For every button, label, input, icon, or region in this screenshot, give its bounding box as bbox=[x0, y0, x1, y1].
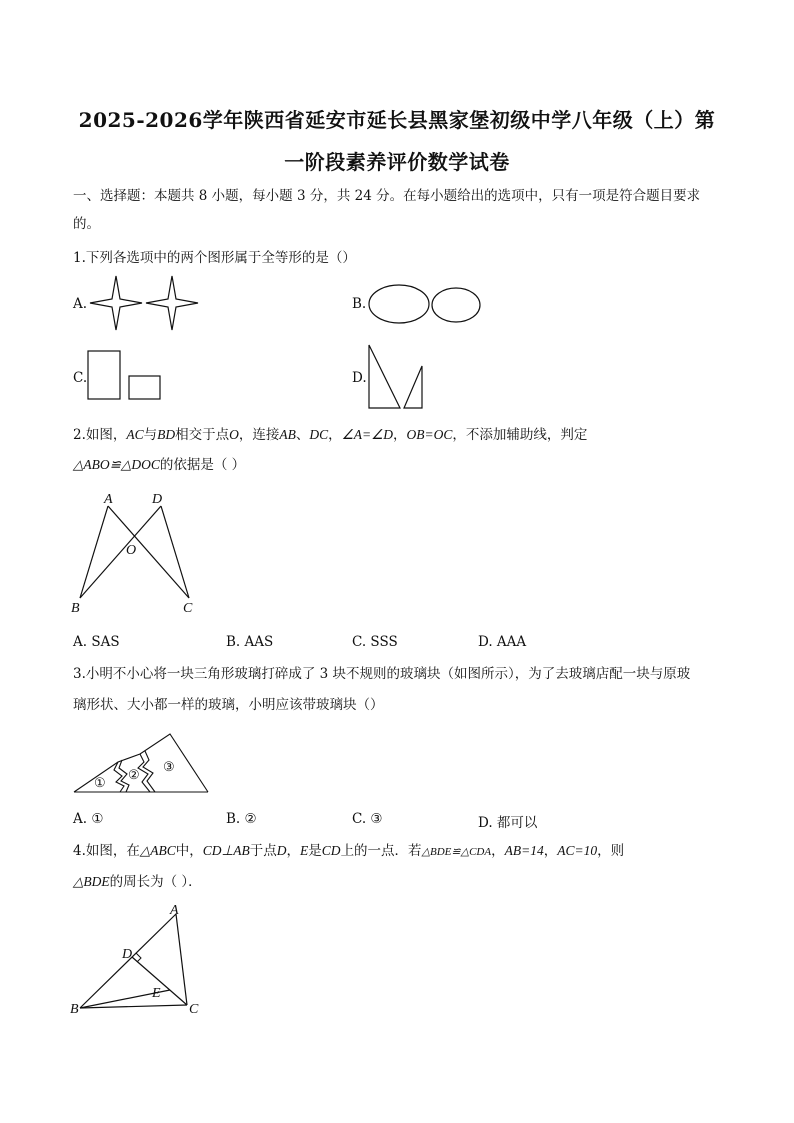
label-a: A bbox=[170, 903, 179, 918]
q3-option-c: C. ③ bbox=[352, 811, 383, 827]
section-instructions-line-2: 的。 bbox=[73, 216, 100, 232]
q2-option-d: D. AAA bbox=[478, 634, 527, 650]
piece-3-label: ③ bbox=[163, 759, 175, 774]
q1-option-c-label: C. bbox=[73, 370, 88, 386]
label-d: D bbox=[152, 492, 163, 507]
question-3-stem-line-2: 璃形状、大小都一样的玻璃，小明应该带玻璃块（） bbox=[73, 697, 384, 713]
q2-option-c: C. SSS bbox=[352, 634, 398, 650]
rectangle-shape bbox=[129, 376, 160, 399]
rectangle-shape bbox=[88, 351, 120, 399]
section-instructions bbox=[73, 186, 700, 206]
ellipse-shape bbox=[432, 288, 480, 322]
label-b: B bbox=[70, 1002, 79, 1017]
q2-option-a: A. SAS bbox=[73, 634, 120, 650]
q1-option-b-figure bbox=[366, 282, 486, 328]
question-2-stem-line-2: △ABO≌△DOC的依据是（ ） bbox=[73, 457, 246, 473]
q2-figure-crossed-triangles bbox=[66, 488, 206, 616]
label-e: E bbox=[152, 986, 161, 1001]
four-point-star-shape bbox=[146, 276, 198, 330]
ellipse-shape bbox=[369, 285, 429, 323]
q3-option-d: D. 都可以 bbox=[478, 815, 538, 831]
q1-option-a-label: A. bbox=[73, 296, 88, 312]
q2-option-b: B. AAS bbox=[226, 634, 274, 650]
label-c: C bbox=[189, 1002, 199, 1017]
question-2-stem-line-1: 2.如图，AC与BD相交于点O，连接AB、DC，∠A=∠D，OB=OC，不添加辅助线，判定 bbox=[73, 427, 588, 443]
piece-1-label: ① bbox=[94, 775, 106, 790]
label-c: C bbox=[183, 601, 193, 616]
question-1-stem: 1.下列各选项中的两个图形属于全等形的是（） bbox=[73, 250, 356, 266]
q1-option-d-label: D. bbox=[352, 370, 367, 386]
question-4-stem-line-1: 4.如图，在△ABC中，CD⊥AB于点D，E是CD上的一点．若△BDE≌△CDA，AB=14，AC=10，则 bbox=[73, 843, 625, 859]
q3-option-a: A. ① bbox=[73, 811, 104, 827]
q3-option-b: B. ② bbox=[226, 811, 257, 827]
section-instructions-line-1: 一、选择题：本题共 8 小题，每小题 3 分，共 24 分。在每小题给出的选项中，只有一项是符合题目要求 bbox=[73, 188, 701, 204]
right-triangle-small bbox=[404, 366, 422, 408]
q4-figure-triangle-abc bbox=[66, 900, 206, 1020]
label-a: A bbox=[104, 492, 113, 507]
exam-title-line-2: 一阶段素养评价数学试卷 bbox=[284, 150, 510, 174]
exam-title-line-1: 2025-2026学年陕西省延安市延长县黑家堡初级中学八年级（上）第 bbox=[78, 108, 716, 132]
label-b: B bbox=[71, 601, 80, 616]
right-triangle-large bbox=[369, 345, 400, 408]
question-3-stem-line-1: 3.小明不小心将一块三角形玻璃打碎成了 3 块不规则的玻璃块（如图所示），为了去玻璃店配一块与原玻 bbox=[73, 666, 691, 682]
q1-option-b-label: B. bbox=[352, 296, 367, 312]
four-point-star-shape bbox=[90, 276, 142, 330]
q1-option-d-figure bbox=[366, 342, 428, 410]
label-d: D bbox=[122, 947, 133, 962]
q3-figure-broken-glass bbox=[70, 724, 212, 796]
piece-2-label: ② bbox=[128, 767, 140, 782]
q1-option-c-figure bbox=[86, 348, 166, 402]
question-4-stem-line-2: △BDE的周长为（ ）． bbox=[73, 874, 202, 890]
q1-option-a-figure bbox=[86, 274, 202, 332]
label-o: O bbox=[126, 543, 137, 558]
